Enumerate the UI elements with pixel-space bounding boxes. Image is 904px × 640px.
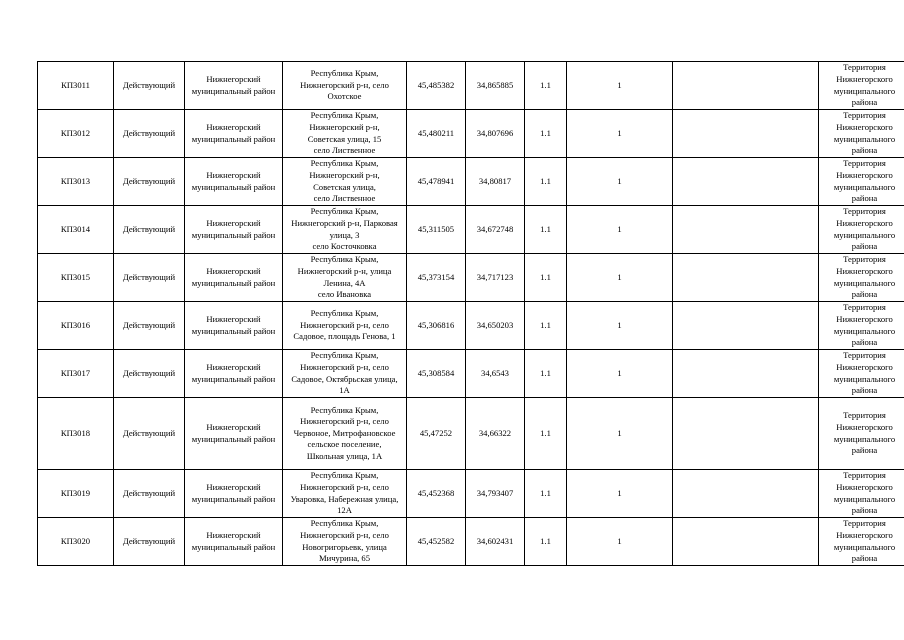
district-cell: Нижнегорский муниципальный район: [185, 398, 283, 470]
district-cell: Нижнегорский муниципальный район: [185, 110, 283, 158]
longitude-cell: 34,6543: [466, 350, 525, 398]
district-cell: Нижнегорский муниципальный район: [185, 158, 283, 206]
empty-cell: [673, 110, 819, 158]
district-cell: Нижнегорский муниципальный район: [185, 518, 283, 566]
longitude-cell: 34,793407: [466, 470, 525, 518]
point-code-cell: КП3015: [38, 254, 114, 302]
empty-cell: [673, 350, 819, 398]
count-cell: 1: [567, 254, 673, 302]
address-cell: Республика Крым, Нижнегорский р-н, село Уваровка, Набережная улица, 12А: [283, 470, 407, 518]
empty-cell: [673, 254, 819, 302]
territory-cell: Территория Нижнегорского муниципального района: [819, 254, 904, 302]
count-cell: 1: [567, 518, 673, 566]
empty-cell: [673, 302, 819, 350]
table-row: [38, 350, 904, 398]
count-cell: 1: [567, 302, 673, 350]
longitude-cell: 34,717123: [466, 254, 525, 302]
status-cell: Действующий: [114, 110, 185, 158]
latitude-cell: 45,306816: [407, 302, 466, 350]
status-cell: Действующий: [114, 350, 185, 398]
address-cell: Республика Крым, Нижнегорский р-н, село Червоное, Митрофановское сельское поселение, Школьная улица, 1А: [283, 398, 407, 470]
longitude-cell: 34,650203: [466, 302, 525, 350]
latitude-cell: 45,480211: [407, 110, 466, 158]
empty-cell: [673, 62, 819, 110]
table-row: [38, 254, 904, 302]
longitude-cell: 34,672748: [466, 206, 525, 254]
point-code-cell: КП3017: [38, 350, 114, 398]
address-cell: Республика Крым, Нижнегорский р-н, улица Ленина, 4А село Ивановка: [283, 254, 407, 302]
district-cell: Нижнегорский муниципальный район: [185, 254, 283, 302]
latitude-cell: 45,47252: [407, 398, 466, 470]
registry-body: [38, 62, 904, 566]
table-row: [38, 158, 904, 206]
address-cell: Республика Крым, Нижнегорский р-н, село Охотское: [283, 62, 407, 110]
status-cell: Действующий: [114, 398, 185, 470]
category-cell: 1.1: [525, 350, 567, 398]
status-cell: Действующий: [114, 62, 185, 110]
category-cell: 1.1: [525, 302, 567, 350]
point-code-cell: КП3012: [38, 110, 114, 158]
count-cell: 1: [567, 398, 673, 470]
point-code-cell: КП3016: [38, 302, 114, 350]
district-cell: Нижнегорский муниципальный район: [185, 470, 283, 518]
count-cell: 1: [567, 110, 673, 158]
category-cell: 1.1: [525, 158, 567, 206]
count-cell: 1: [567, 470, 673, 518]
latitude-cell: 45,478941: [407, 158, 466, 206]
table-row: [38, 302, 904, 350]
longitude-cell: 34,602431: [466, 518, 525, 566]
category-cell: 1.1: [525, 518, 567, 566]
point-code-cell: КП3018: [38, 398, 114, 470]
address-cell: Республика Крым, Нижнегорский р-н, Парковая улица, 3 село Косточковка: [283, 206, 407, 254]
empty-cell: [673, 158, 819, 206]
territory-cell: Территория Нижнегорского муниципального района: [819, 206, 904, 254]
address-cell: Республика Крым, Нижнегорский р-н, Советская улица, 15 село Лиственное: [283, 110, 407, 158]
empty-cell: [673, 398, 819, 470]
longitude-cell: 34,807696: [466, 110, 525, 158]
longitude-cell: 34,80817: [466, 158, 525, 206]
status-cell: Действующий: [114, 470, 185, 518]
category-cell: 1.1: [525, 62, 567, 110]
status-cell: Действующий: [114, 254, 185, 302]
point-code-cell: КП3013: [38, 158, 114, 206]
district-cell: Нижнегорский муниципальный район: [185, 206, 283, 254]
category-cell: 1.1: [525, 470, 567, 518]
longitude-cell: 34,865885: [466, 62, 525, 110]
territory-cell: Территория Нижнегорского муниципального района: [819, 158, 904, 206]
count-cell: 1: [567, 62, 673, 110]
point-code-cell: КП3011: [38, 62, 114, 110]
territory-cell: Территория Нижнегорского муниципального района: [819, 62, 904, 110]
territory-cell: Территория Нижнегорского муниципального района: [819, 398, 904, 470]
empty-cell: [673, 206, 819, 254]
point-code-cell: КП3020: [38, 518, 114, 566]
territory-cell: Территория Нижнегорского муниципального района: [819, 470, 904, 518]
point-code-cell: КП3019: [38, 470, 114, 518]
category-cell: 1.1: [525, 206, 567, 254]
point-code-cell: КП3014: [38, 206, 114, 254]
status-cell: Действующий: [114, 158, 185, 206]
address-cell: Республика Крым, Нижнегорский р-н, село Новогригорьевк, улица Мичурина, 65: [283, 518, 407, 566]
latitude-cell: 45,452582: [407, 518, 466, 566]
address-cell: Республика Крым, Нижнегорский р-н, село Садовое, Октябрьская улица, 1А: [283, 350, 407, 398]
latitude-cell: 45,308584: [407, 350, 466, 398]
empty-cell: [673, 518, 819, 566]
address-cell: Республика Крым, Нижнегорский р-н, Советская улица, село Лиственное: [283, 158, 407, 206]
territory-cell: Территория Нижнегорского муниципального района: [819, 302, 904, 350]
table-row: [38, 398, 904, 470]
status-cell: Действующий: [114, 518, 185, 566]
latitude-cell: 45,373154: [407, 254, 466, 302]
table-row: [38, 62, 904, 110]
table-row: [38, 206, 904, 254]
table-row: [38, 470, 904, 518]
table-row: [38, 110, 904, 158]
latitude-cell: 45,485382: [407, 62, 466, 110]
count-cell: 1: [567, 350, 673, 398]
address-cell: Республика Крым, Нижнегорский р-н, село Садовое, площадь Генова, 1: [283, 302, 407, 350]
registry-table: [37, 61, 904, 566]
category-cell: 1.1: [525, 254, 567, 302]
count-cell: 1: [567, 206, 673, 254]
territory-cell: Территория Нижнегорского муниципального района: [819, 518, 904, 566]
table-row: [38, 518, 904, 566]
longitude-cell: 34,66322: [466, 398, 525, 470]
territory-cell: Территория Нижнегорского муниципального района: [819, 110, 904, 158]
latitude-cell: 45,452368: [407, 470, 466, 518]
count-cell: 1: [567, 158, 673, 206]
category-cell: 1.1: [525, 398, 567, 470]
district-cell: Нижнегорский муниципальный район: [185, 302, 283, 350]
status-cell: Действующий: [114, 302, 185, 350]
category-cell: 1.1: [525, 110, 567, 158]
status-cell: Действующий: [114, 206, 185, 254]
empty-cell: [673, 470, 819, 518]
territory-cell: Территория Нижнегорского муниципального района: [819, 350, 904, 398]
district-cell: Нижнегорский муниципальный район: [185, 350, 283, 398]
latitude-cell: 45,311505: [407, 206, 466, 254]
district-cell: Нижнегорский муниципальный район: [185, 62, 283, 110]
